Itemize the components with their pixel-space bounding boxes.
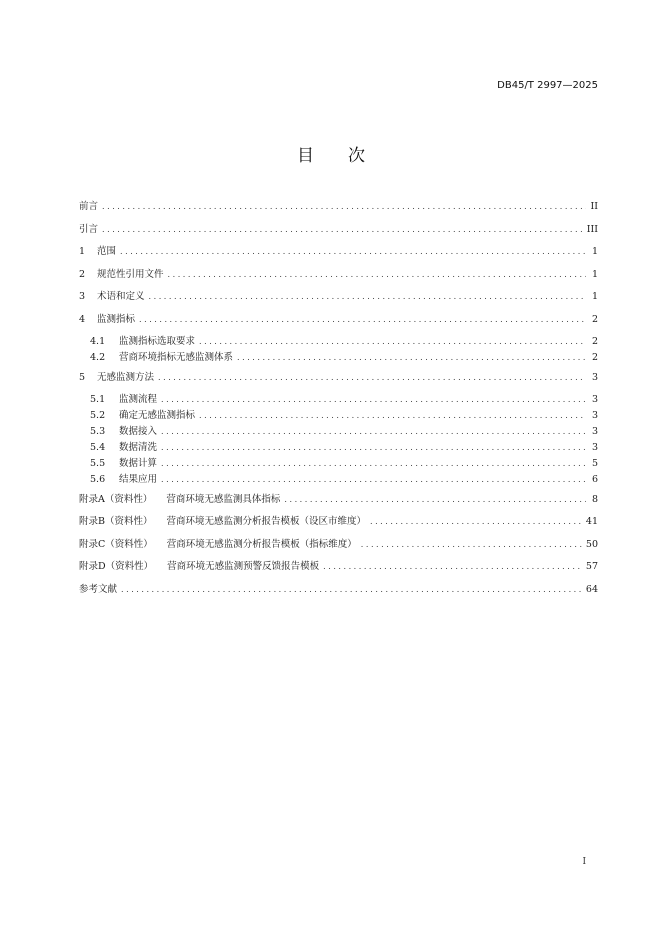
toc-entry[interactable] [79, 472, 598, 488]
toc-entry-number: 5.3 [90, 426, 106, 437]
toc-entry-page: 1 [591, 291, 598, 302]
toc-entry-number: 3 [79, 291, 86, 302]
toc-entry-title: 营商环境指标无感监测体系 [119, 352, 234, 363]
toc-entry[interactable] [79, 370, 598, 386]
dot-leader [199, 408, 586, 424]
toc-entry-title: 范围 [97, 246, 117, 257]
toc-entry-number: 5.1 [90, 394, 106, 405]
dot-leader [158, 370, 586, 386]
toc-entry-title: 引言 [79, 223, 99, 235]
toc-entry-number: 2 [79, 268, 86, 280]
dot-leader [161, 456, 586, 472]
toc-entry[interactable] [79, 492, 598, 508]
dot-leader [161, 424, 586, 440]
dot-leader [161, 392, 586, 408]
dot-leader [161, 440, 586, 456]
toc-entry-page: 2 [591, 313, 598, 325]
toc-entry-number: 5 [79, 371, 86, 383]
toc-entry-page: 6 [591, 474, 598, 485]
dot-leader [120, 244, 586, 260]
toc-entry[interactable] [79, 222, 598, 238]
toc-entry-page: 3 [591, 426, 598, 437]
dot-leader [361, 537, 582, 553]
toc-entry-title: 营商环境无感监测分析报告模板（设区市维度） [166, 516, 366, 527]
toc-entry-title: 数据接入 [119, 426, 158, 437]
toc-entry-title: 监测指标选取要求 [119, 336, 196, 347]
toc-entry[interactable] [79, 559, 598, 575]
dot-leader [323, 559, 582, 575]
toc-entry-page: III [586, 223, 598, 235]
toc-entry-title: 营商环境无感监测预警反馈报告模板 [167, 561, 320, 572]
toc-entry[interactable] [79, 334, 598, 350]
toc-entry-title: 监测指标 [97, 313, 136, 325]
toc-entry[interactable] [79, 514, 598, 530]
toc-entry-number: 1 [79, 246, 86, 257]
toc-entry-title: 前言 [79, 201, 99, 212]
toc-entry-page: 3 [591, 442, 598, 453]
toc-entry-page: 2 [591, 352, 598, 363]
toc-entry-page: 3 [591, 394, 598, 405]
toc-entry[interactable] [79, 424, 598, 440]
toc-entry-page: 57 [585, 561, 598, 572]
toc-entry-number: 附录D（资料性） [79, 561, 154, 572]
toc-entry-number: 4 [79, 313, 86, 325]
toc-entry-page: 64 [585, 583, 598, 595]
toc-entry[interactable] [79, 244, 598, 260]
toc-entry[interactable] [79, 350, 598, 366]
toc-entry-page: 8 [591, 493, 598, 505]
dot-leader [102, 199, 586, 215]
toc-entry-page: 5 [591, 458, 598, 469]
toc-entry-page: 3 [591, 371, 598, 383]
toc-entry-page: 1 [591, 246, 598, 257]
toc-entry-page: 41 [585, 516, 598, 527]
toc-entry-page: II [590, 201, 598, 212]
toc-entry[interactable] [79, 582, 598, 598]
document-code: DB45/T 2997—2025 [497, 80, 598, 91]
toc-entry-number: 5.6 [90, 474, 106, 485]
toc-entry-title: 确定无感监测指标 [119, 410, 196, 421]
toc-entry-page: 1 [591, 268, 598, 280]
toc-entry-page: 2 [591, 336, 598, 347]
dot-leader [237, 350, 586, 366]
dot-leader [284, 492, 586, 508]
toc-entry-number: 4.2 [90, 352, 106, 363]
toc-entry-title: 规范性引用文件 [97, 268, 164, 280]
toc-entry-number: 附录A（资料性） [79, 493, 153, 505]
toc-entry[interactable] [79, 267, 598, 283]
toc-entry[interactable] [79, 199, 598, 215]
dot-leader [149, 289, 586, 305]
toc-entry-title: 结果应用 [119, 474, 158, 485]
toc-entry[interactable] [79, 408, 598, 424]
toc-entry-title: 无感监测方法 [97, 371, 155, 383]
toc-entry-title: 监测流程 [119, 394, 158, 405]
toc-entry-number: 5.2 [90, 410, 106, 421]
toc-entry-title: 数据清洗 [119, 442, 158, 453]
toc-entry-title: 参考文献 [79, 583, 118, 595]
page-number: I [582, 857, 586, 867]
dot-leader [168, 267, 586, 283]
dot-leader [199, 334, 586, 350]
toc-entry-title: 营商环境无感监测分析报告模板（指标维度） [166, 538, 357, 550]
toc-entry[interactable] [79, 289, 598, 305]
page-title: 目次 [297, 146, 399, 166]
toc-entry-number: 5.5 [90, 458, 106, 469]
toc-entry-title: 数据计算 [119, 458, 158, 469]
toc-entry-title: 营商环境无感监测具体指标 [166, 493, 281, 505]
toc-entry-number: 附录B（资料性） [79, 516, 153, 527]
dot-leader [370, 514, 582, 530]
toc-entry[interactable] [79, 456, 598, 472]
toc-entry-page: 3 [591, 410, 598, 421]
toc-entry[interactable] [79, 312, 598, 328]
toc-entry[interactable] [79, 392, 598, 408]
dot-leader [121, 582, 582, 598]
toc-entry-number: 4.1 [90, 336, 106, 347]
table-of-contents [79, 199, 598, 604]
toc-entry-number: 5.4 [90, 442, 106, 453]
toc-entry[interactable] [79, 537, 598, 553]
toc-entry[interactable] [79, 440, 598, 456]
dot-leader [161, 472, 586, 488]
toc-entry-number: 附录C（资料性） [79, 538, 153, 550]
toc-entry-page: 50 [585, 538, 598, 550]
dot-leader [102, 222, 583, 238]
toc-entry-title: 术语和定义 [97, 291, 145, 302]
dot-leader [139, 312, 586, 328]
